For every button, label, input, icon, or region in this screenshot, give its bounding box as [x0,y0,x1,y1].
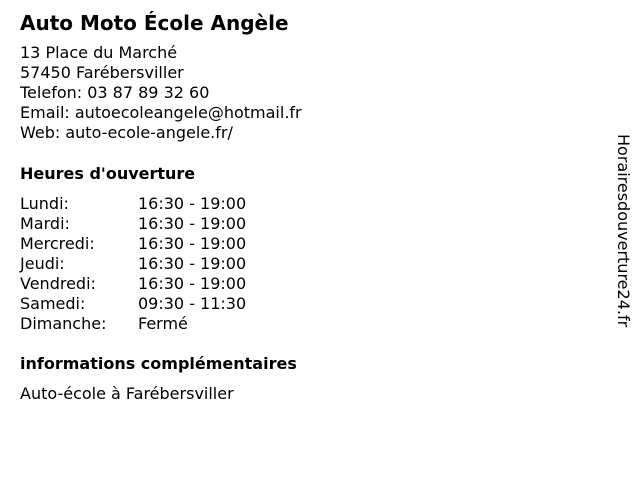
hours-row-tuesday [20,214,246,234]
time-value: 09:30 - 11:30 [138,294,247,313]
hours-row-monday [20,194,246,214]
day-label: Vendredi: [20,274,96,293]
hours-row-sunday [20,314,246,334]
time-value: 16:30 - 19:00 [138,214,247,233]
address-line-1: 13 Place du Marché [20,43,178,62]
address-line-2: 57450 Farébersviller [20,63,184,82]
day-label: Mercredi: [20,234,95,253]
day-label: Dimanche: [20,314,107,333]
day-label: Lundi: [20,194,69,213]
day-label: Jeudi: [20,254,65,273]
time-value: 16:30 - 19:00 [138,194,247,213]
hours-row-thursday [20,254,246,274]
time-value: Fermé [138,314,188,333]
web-line: Web: auto-ecole-angele.fr/ [20,123,233,142]
hours-row-wednesday [20,234,246,254]
time-value: 16:30 - 19:00 [138,234,247,253]
contact-info [20,43,302,143]
day-label: Mardi: [20,214,70,233]
business-name: Auto Moto École Angèle [20,11,289,35]
phone-line: Telefon: 03 87 89 32 60 [20,83,210,102]
hours-table [20,194,246,334]
day-label: Samedi: [20,294,86,313]
extra-info-text: Auto-école à Farébersviller [20,384,234,403]
site-watermark: Horairesdouverture24.fr [614,134,633,328]
time-value: 16:30 - 19:00 [138,254,247,273]
extra-info-heading: informations complémentaires [20,354,297,373]
hours-heading: Heures d'ouverture [20,164,196,183]
email-line: Email: autoecoleangele@hotmail.fr [20,103,302,122]
hours-row-friday [20,274,246,294]
time-value: 16:30 - 19:00 [138,274,247,293]
hours-row-saturday [20,294,246,314]
